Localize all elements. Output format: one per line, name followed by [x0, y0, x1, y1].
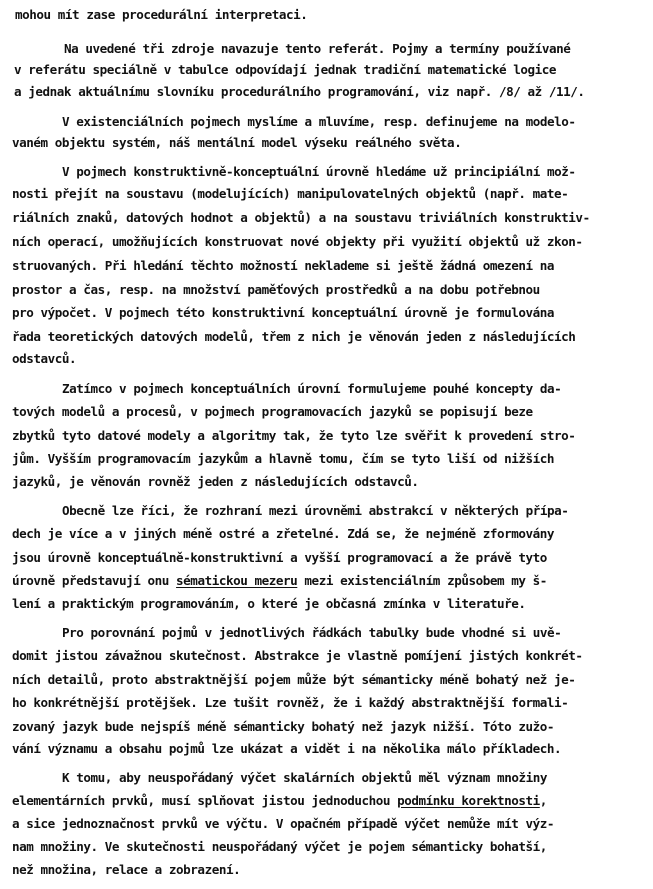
text-line: a sice jednoznačnost prvků ve výčtu. V opačném případě výčet nemůže mít výz- — [12, 816, 555, 831]
text-line: lení a praktickým programováním, o které je občasná zmínka v literatuře. — [12, 596, 526, 611]
text-line: a jednak aktuálnímu slovníku procedurálního programování, viz např. /8/ až /11/. — [14, 84, 585, 99]
text-line: zovaný jazyk bude nejspíš méně sémanticky bohatý než jazyk nižší. Tóto zužo- — [12, 719, 555, 734]
text-line: Obecně lze říci, že rozhraní mezi úrovněmi abstrakcí v některých přípa- — [62, 503, 569, 518]
text-line: struovaných. Při hledání těchto možností neklademe si ještě žádná omezení na — [12, 258, 555, 273]
text-line: ních detailů, proto abstraktnější pojem může být sémanticky méně bohatý než je- — [12, 672, 576, 687]
text-line: V pojmech konstruktivně-konceptuální úrovně hledáme už principiální mož- — [62, 164, 576, 179]
text-line: Pro porovnání pojmů v jednotlivých řádkách tabulky bude vhodné si uvě- — [62, 625, 562, 640]
text-line: Zatímco v pojmech konceptuálních úrovní formulujeme pouhé koncepty da- — [62, 381, 562, 396]
text-line: jsou úrovně konceptuálně-konstruktivní a vyšší programovací a že právě tyto — [12, 550, 547, 565]
text-line: ho konkrétnější protějšek. Lze tušit rovněž, že i každý abstraktnější formali- — [12, 695, 569, 710]
text-line: Na uvedené tři zdroje navazuje tento referát. Pojmy a termíny používané — [64, 41, 571, 56]
text-line: jazyků, je věnován rovněž jeden z následujících odstavců. — [12, 474, 419, 489]
text-line: prostor a čas, resp. na množství paměťových prostředků a na dobu potřebnou — [12, 282, 540, 297]
text-line: domit jistou závažnou skutečnost. Abstrakce je vlastně pomíjení jistých konkrét- — [12, 648, 583, 663]
text-line: pro výpočet. V pojmech této konstruktivní konceptuální úrovně je formulována — [12, 305, 555, 320]
text-line: tových modelů a procesů, v pojmech programovacích jazyků se popisují beze — [12, 404, 533, 419]
text-line: V existenciálních pojmech myslíme a mluvíme, resp. definujeme na modelo- — [62, 114, 576, 129]
text-line: vání významu a obsahu pojmů lze ukázat a vidět i na několika málo příkladech. — [12, 741, 562, 756]
text-line: jům. Vyšším programovacím jazykům a hlavně tomu, čím se tyto liší od nižších — [12, 451, 555, 466]
text-line: riálních znaků, datových hodnot a objektů) a na soustavu triviálních konstruktiv- — [12, 210, 590, 225]
text-line: nosti přejít na soustavu (modelujících) manipulovatelných objektů (např. mate- — [12, 186, 569, 201]
underlined-phrase: sématickou mezeru — [176, 573, 298, 588]
text-line: zbytků tyto datové modely a algoritmy tak, že tyto lze svěřit k provedení stro- — [12, 428, 576, 443]
text-line: řada teoretických datových modelů, třem z nich je věnován jeden z následujících — [12, 329, 576, 344]
text-line: vaném objektu systém, náš mentální model výseku reálného světa. — [12, 135, 462, 150]
text-line: nam množiny. Ve skutečnosti neuspořádaný výčet je pojem sémanticky bohatší, — [12, 839, 547, 854]
text-line: elementárních prvků, musí splňovat jistou jednoduchou podmínku korektnosti, — [12, 793, 547, 808]
text-line: dech je více a v jiných méně ostré a zřetelné. Zdá se, že nejméně zformovány — [12, 526, 555, 541]
text-line: odstavců. — [12, 351, 77, 366]
text-line: ních operací, umožňujících konstruovat nové objekty při využití objektů už zkon- — [12, 234, 583, 249]
text-line: úrovně představují onu sématickou mezeru mezi existenciálním způsobem my š- — [12, 573, 547, 588]
text-line: mohou mít zase procedurální interpretaci. — [15, 7, 308, 22]
text-line: K tomu, aby neuspořádaný výčet skalárních objektů měl význam množiny — [62, 770, 547, 785]
text-line: v referátu speciálně v tabulce odpovídají jednak tradiční matematické logice — [14, 62, 557, 77]
text-line: než množina, relace a zobrazení. — [12, 862, 241, 877]
underlined-phrase: podmínku korektnosti — [397, 793, 540, 808]
